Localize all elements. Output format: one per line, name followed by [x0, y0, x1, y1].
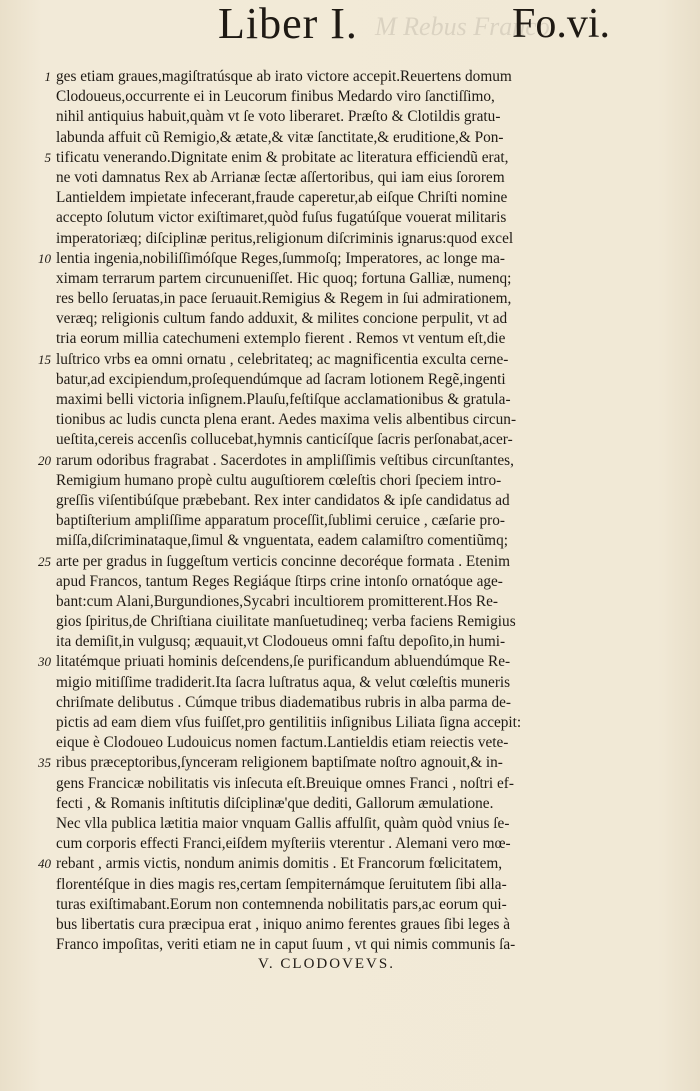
line-text: lentia ingenia,nobiliſſimóſque Reges,ſummoſq; Imperatores, ac longe ma-: [56, 249, 506, 267]
line-text: Remigium humano propè cultu auguſtiorem cœleſtis chori ſpeciem intro-: [56, 471, 502, 489]
text-line: [56, 612, 608, 632]
line-text: fecti , & Romanis inſtitutis diſciplinæ'que dediti, Gallorum æmulatione.: [56, 794, 494, 812]
line-text: ita demiſit,in vulgusq; æquauit,vt Clodoueus omni faſtu depoſito,in humi-: [56, 633, 506, 651]
text-line: [38, 652, 608, 672]
text-line: [38, 451, 608, 471]
line-text: rebant , armis victis, nondum animis domitis . Et Francorum fœlicitatem,: [56, 855, 503, 873]
line-text: Lantieldem impietate infecerant,fraude caperetur,ab eiſque Chriſti nomine: [56, 189, 508, 207]
text-line: [56, 390, 608, 410]
text-line: [56, 107, 608, 127]
text-line: [56, 774, 608, 794]
text-line: [44, 67, 608, 87]
line-text: tificatu venerando.Dignitate enim & probitate ac literatura efficiendũ erat,: [56, 148, 509, 166]
text-line: [56, 713, 608, 733]
line-text: maximi belli victoria inſignem.Plauſu,feſtiſque acclamationibus & gratula-: [56, 391, 511, 408]
header-folio-number: Fo.vi.: [512, 1, 611, 47]
text-line: [56, 875, 608, 895]
line-number: 40: [38, 856, 51, 872]
text-line: [56, 289, 608, 309]
text-line: [38, 854, 608, 874]
text-line: [56, 430, 608, 450]
line-text: florentéſque in dies magis res,certam ſempiternámque ſeruitutem ſibi alla-: [56, 875, 507, 893]
line-number: 35: [38, 755, 51, 771]
text-line: [56, 269, 608, 289]
text-line: [56, 309, 608, 329]
line-text: eique è Clodoueo Ludouicus nomen factum.Lantieldis etiam reiectis vete-: [56, 734, 509, 752]
line-text: nihil antiquius habuit,quàm vt ſe voto liberaret. Præſto & Clotildis gratu-: [56, 108, 501, 126]
text-line: [56, 794, 608, 814]
line-text: baptiſterium ampliſſime apparatum proceſſit,ſublimi ceruice , cæſarie pro-: [56, 512, 505, 530]
text-line: [56, 511, 608, 531]
text-line: [38, 350, 608, 370]
line-text: batur,ad excipiendum,proſequendúmque ad ſacram lotionem Regẽ,ingenti: [56, 370, 506, 388]
text-line: [56, 531, 608, 551]
line-number: 20: [38, 452, 51, 468]
line-text: Clodoueus,occurrente ei in Leucorum finibus Medardo viro ſanctiſſimo,: [56, 88, 495, 106]
line-text: labunda affuit cũ Remigio,& ætate,& vitæ ſanctitate,& eruditione,& Pon-: [56, 128, 504, 146]
line-text: rarum odoribus fragrabat . Sacerdotes in ampliſſimis veſtibus circunſtantes,: [56, 451, 514, 469]
line-text: ne voti damnatus Rex ab Arrianæ ſectæ aſſertoribus, qui iam eius ſororem: [56, 168, 505, 186]
line-text: luſtrico vrbs ea omni ornatu , celebritateq; ac magnificentia exculta cerne-: [56, 350, 509, 368]
running-header: [0, 0, 700, 60]
line-text: gens Francicæ nobilitatis vis inſecuta eſt.Breuique omnes Franci , noſtri ef-: [56, 774, 514, 792]
line-text: ximam terrarum partem circunueniſſet. Hic quoq; fortuna Galliæ, numenq;: [56, 269, 512, 287]
line-text: arte per gradus in ſuggeſtum verticis concinne decoréque formata . Etenim: [56, 552, 511, 570]
text-line: [38, 552, 608, 572]
line-number: 1: [44, 69, 51, 84]
text-line: [56, 592, 608, 612]
line-text: Nec vlla publica lætitia maior vnquam Gallis affulſit, quàm quòd vnius ſe-: [56, 814, 510, 832]
line-text: Franco impoſitas, veriti etiam ne in caput ſuum , vt qui nimis communis ſa-: [56, 936, 516, 954]
text-line: [56, 188, 608, 208]
line-text: apud Francos, tantum Reges Regiáque ſtirps crine intonſo ornatóque age-: [56, 572, 503, 590]
line-number: 30: [38, 654, 51, 670]
line-text: ribus præceptoribus,ſynceram religionem baptiſmate noſtro agnouit,& in-: [56, 754, 503, 772]
text-line: [56, 87, 608, 107]
line-text: cum corporis effecti Franci,eiſdem myſteriis vterentur . Alemani vero mœ-: [56, 835, 511, 853]
text-line: [56, 410, 608, 430]
text-line: [38, 249, 608, 269]
catchword: V. CLODOVEVS.: [258, 956, 395, 972]
line-number: 5: [44, 149, 51, 165]
text-line: [44, 148, 608, 168]
line-number: 15: [38, 351, 51, 367]
line-text: veræq; religionis cultum fando adduxit, & milites concione perpulit, vt ad: [56, 310, 508, 328]
line-text: litatémque priuati hominis deſcendens,ſe purificandum abluendúmque Re-: [56, 653, 511, 671]
line-text: turas exiſtimabant.Eorum non contemnenda nobilitatis pars,ac eorum qui-: [56, 895, 507, 913]
header-book-title: Liber I.: [218, 0, 358, 48]
body-text: [38, 67, 608, 955]
text-line: [56, 673, 608, 693]
line-text: pictis ad eam diem vſus fuiſſet,pro gentilitiis inſignibus Liliata ſigna accepit:: [56, 714, 522, 731]
line-number: 25: [38, 553, 51, 569]
text-line: [56, 208, 608, 228]
line-text: ueſtita,cereis accenſis collucebat,hymnis canticíſque ſacris perſonabat,acer-: [56, 431, 513, 449]
text-line: [56, 128, 608, 148]
line-text: imperatoriæq; diſciplinæ peritus,religionum diſcriminis ignarus:quod excel: [56, 229, 514, 247]
line-text: ges etiam graues,magiſtratúsque ab irato victore accepit.Reuertens domum: [56, 68, 512, 85]
line-text: chriſmate delibutus . Cúmque tribus diadematibus rubris in alba parma de-: [56, 693, 511, 711]
line-text: gios ſpiritus,de Chriſtiana ciuilitate manſuetudineq; verba faciens Remigius: [56, 613, 516, 631]
text-line: [56, 834, 608, 854]
line-text: tionibus ac ludis cuncta plena erant. Aedes maxima velis albentibus circun-: [56, 411, 517, 429]
text-line: [56, 632, 608, 652]
line-text: tria eorum millia catechumeni extemplo fierent . Remos vt ventum eſt,die: [56, 330, 506, 348]
text-line: [56, 693, 608, 713]
bleed-through-text: M Rebus Franco: [375, 12, 550, 41]
text-line: [56, 168, 608, 188]
text-line: [56, 733, 608, 753]
line-text: bant:cum Alani,Burgundiones,Sycabri incultiorem promitterent.Hos Re-: [56, 592, 498, 610]
text-line: [56, 471, 608, 491]
line-text: migio mitiſſime tradiderit.Ita ſacra luſtratus aqua, & velut cœleſtis muneris: [56, 673, 511, 691]
text-line: [56, 814, 608, 834]
text-line: [56, 895, 608, 915]
text-line: [38, 753, 608, 773]
line-text: res bello ſeruatas,in pace ſeruauit.Remigius & Regem in ſui admirationem,: [56, 290, 512, 308]
line-text: accepto ſolutum victor exiſtimaret,quòd fuſus fugatúſque vouerat militaris: [56, 209, 507, 227]
text-line: [56, 491, 608, 511]
text-line: [56, 572, 608, 592]
text-line: [56, 935, 608, 955]
text-line: [56, 229, 608, 249]
text-line: [56, 370, 608, 390]
line-text: miſſa,diſcriminataque,ſimul & vnguentata, eadem calamiſtro comentiũmq;: [56, 532, 508, 550]
text-line: [56, 915, 608, 935]
line-text: greſſis viſentibúſque præbebant. Rex inter candidatos & ipſe candidatus ad: [56, 491, 510, 509]
line-number: 10: [38, 250, 51, 266]
line-text: bus libertatis cura præcipua erat , iniquo animo ferentes graues ſibi leges à: [56, 915, 511, 933]
text-line: [56, 329, 608, 349]
